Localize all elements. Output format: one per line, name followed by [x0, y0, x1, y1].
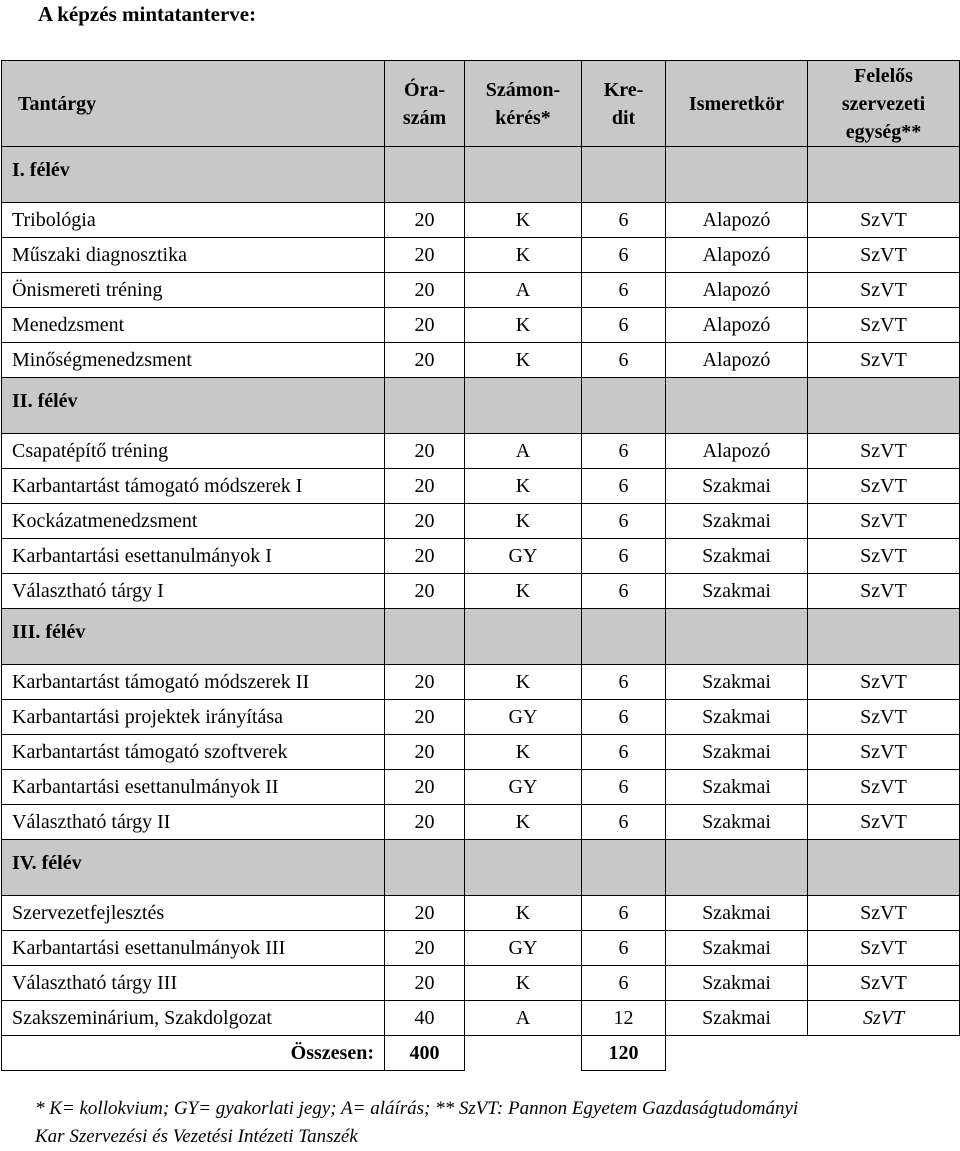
subject-cell: Választható tárgy II [2, 805, 385, 840]
credit-cell: 6 [582, 966, 666, 1001]
exam-cell: K [465, 469, 582, 504]
area-cell: Szakmai [666, 805, 808, 840]
semester-blank-cell [385, 609, 465, 665]
semester-blank-cell [808, 609, 960, 665]
header-hours [385, 61, 465, 147]
subject-cell: Karbantartást támogató módszerek I [2, 469, 385, 504]
unit-cell: SzVT [808, 203, 960, 238]
credit-cell: 6 [582, 770, 666, 805]
subject-cell: Önismereti tréning [2, 273, 385, 308]
totals-credit: 120 [582, 1036, 666, 1071]
area-cell: Szakmai [666, 504, 808, 539]
subject-cell: Karbantartási esettanulmányok I [2, 539, 385, 574]
hours-cell: 20 [385, 539, 465, 574]
unit-cell: SzVT [808, 700, 960, 735]
exam-cell: K [465, 343, 582, 378]
hours-cell: 20 [385, 469, 465, 504]
hours-cell: 20 [385, 966, 465, 1001]
area-cell: Szakmai [666, 665, 808, 700]
header-credit-line1: Kre- [603, 78, 644, 101]
header-unit-line2: szervezeti [841, 92, 926, 115]
unit-cell: SzVT [808, 735, 960, 770]
header-unit-line1: Felelős [854, 64, 913, 87]
table-row [2, 469, 960, 504]
semester-blank-cell [666, 609, 808, 665]
subject-cell: Karbantartást támogató módszerek II [2, 665, 385, 700]
table-row [2, 434, 960, 469]
unit-cell: SzVT [808, 539, 960, 574]
table-row [2, 735, 960, 770]
hours-cell: 20 [385, 735, 465, 770]
semester-blank-cell [385, 147, 465, 203]
credit-cell: 6 [582, 931, 666, 966]
area-cell: Alapozó [666, 238, 808, 273]
totals-blank-cell [808, 1036, 960, 1071]
subject-cell: Tribológia [2, 203, 385, 238]
table-row [2, 343, 960, 378]
area-cell: Szakmai [666, 574, 808, 609]
credit-cell: 6 [582, 574, 666, 609]
subject-cell: Műszaki diagnosztika [2, 238, 385, 273]
table-row [2, 203, 960, 238]
credit-cell: 6 [582, 343, 666, 378]
totals-blank-cell [465, 1036, 582, 1071]
table-row [2, 308, 960, 343]
semester-row [2, 147, 960, 203]
header-exam [465, 61, 582, 147]
subject-cell: Karbantartási esettanulmányok II [2, 770, 385, 805]
header-exam-line1: Számon- [485, 78, 561, 101]
hours-cell: 20 [385, 504, 465, 539]
credit-cell: 6 [582, 238, 666, 273]
semester-blank-cell [666, 378, 808, 434]
exam-cell: K [465, 665, 582, 700]
hours-cell: 20 [385, 931, 465, 966]
hours-cell: 20 [385, 434, 465, 469]
table-row [2, 539, 960, 574]
subject-cell: Választható tárgy I [2, 574, 385, 609]
exam-cell: K [465, 735, 582, 770]
area-cell: Szakmai [666, 931, 808, 966]
unit-cell: SzVT [808, 434, 960, 469]
header-credit [582, 61, 666, 147]
semester-blank-cell [465, 378, 582, 434]
credit-cell: 6 [582, 896, 666, 931]
semester-row [2, 378, 960, 434]
exam-cell: K [465, 203, 582, 238]
semester-blank-cell [582, 378, 666, 434]
semester-blank-cell [465, 147, 582, 203]
area-cell: Szakmai [666, 896, 808, 931]
semester-blank-cell [465, 609, 582, 665]
unit-cell: SzVT [808, 1001, 960, 1036]
hours-cell: 20 [385, 700, 465, 735]
exam-cell: K [465, 966, 582, 1001]
table-row [2, 805, 960, 840]
area-cell: Alapozó [666, 308, 808, 343]
table-row [2, 665, 960, 700]
area-cell: Alapozó [666, 343, 808, 378]
semester-label: IV. félév [2, 840, 385, 896]
page-title: A képzés mintatanterve: [38, 2, 257, 26]
unit-cell: SzVT [808, 504, 960, 539]
exam-cell: A [465, 434, 582, 469]
area-cell: Alapozó [666, 203, 808, 238]
hours-cell: 20 [385, 238, 465, 273]
unit-cell: SzVT [808, 665, 960, 700]
subject-cell: Karbantartási esettanulmányok III [2, 931, 385, 966]
semester-blank-cell [666, 147, 808, 203]
hours-cell: 20 [385, 896, 465, 931]
unit-cell: SzVT [808, 770, 960, 805]
hours-cell: 20 [385, 273, 465, 308]
table-row [2, 1001, 960, 1036]
credit-cell: 6 [582, 504, 666, 539]
credit-cell: 6 [582, 469, 666, 504]
table-row [2, 238, 960, 273]
unit-cell: SzVT [808, 931, 960, 966]
subject-cell: Szakszeminárium, Szakdolgozat [2, 1001, 385, 1036]
semester-blank-cell [582, 147, 666, 203]
table-row [2, 931, 960, 966]
area-cell: Szakmai [666, 700, 808, 735]
semester-label: III. félév [2, 609, 385, 665]
area-cell: Szakmai [666, 966, 808, 1001]
unit-cell: SzVT [808, 273, 960, 308]
semester-label: I. félév [2, 147, 385, 203]
exam-cell: K [465, 504, 582, 539]
semester-blank-cell [808, 147, 960, 203]
hours-cell: 20 [385, 770, 465, 805]
subject-cell: Szervezetfejlesztés [2, 896, 385, 931]
unit-cell: SzVT [808, 238, 960, 273]
totals-row [2, 1036, 960, 1071]
credit-cell: 6 [582, 665, 666, 700]
table-row [2, 504, 960, 539]
table-row [2, 966, 960, 1001]
exam-cell: GY [465, 700, 582, 735]
subject-cell: Választható tárgy III [2, 966, 385, 1001]
credit-cell: 6 [582, 308, 666, 343]
footnote [35, 1095, 955, 1151]
header-credit-line2: dit [611, 106, 636, 129]
exam-cell: GY [465, 539, 582, 574]
header-unit [808, 61, 960, 147]
exam-cell: K [465, 574, 582, 609]
semester-blank-cell [666, 840, 808, 896]
unit-cell: SzVT [808, 966, 960, 1001]
semester-label: II. félév [2, 378, 385, 434]
hours-cell: 40 [385, 1001, 465, 1036]
credit-cell: 6 [582, 434, 666, 469]
exam-cell: GY [465, 770, 582, 805]
subject-cell: Csapatépítő tréning [2, 434, 385, 469]
credit-cell: 6 [582, 273, 666, 308]
table-row [2, 896, 960, 931]
hours-cell: 20 [385, 308, 465, 343]
semester-blank-cell [385, 840, 465, 896]
curriculum-table [1, 60, 960, 1071]
unit-cell: SzVT [808, 343, 960, 378]
exam-cell: GY [465, 931, 582, 966]
totals-label: Összesen: [2, 1036, 385, 1071]
semester-row [2, 840, 960, 896]
subject-cell: Karbantartást támogató szoftverek [2, 735, 385, 770]
credit-cell: 12 [582, 1001, 666, 1036]
hours-cell: 20 [385, 805, 465, 840]
exam-cell: K [465, 896, 582, 931]
unit-cell: SzVT [808, 896, 960, 931]
exam-cell: K [465, 238, 582, 273]
footnote-line1: * K= kollokvium; GY= gyakorlati jegy; A= aláírás; ** SzVT: Pannon Egyetem Gazdaságtudományi [35, 1098, 799, 1119]
table-row [2, 574, 960, 609]
semester-blank-cell [808, 840, 960, 896]
semester-row [2, 609, 960, 665]
totals-hours: 400 [385, 1036, 465, 1071]
subject-cell: Karbantartási projektek irányítása [2, 700, 385, 735]
area-cell: Szakmai [666, 770, 808, 805]
exam-cell: K [465, 805, 582, 840]
credit-cell: 6 [582, 539, 666, 574]
table-row [2, 770, 960, 805]
area-cell: Szakmai [666, 735, 808, 770]
unit-cell: SzVT [808, 805, 960, 840]
header-unit-line3: egység** [845, 120, 922, 143]
semester-blank-cell [808, 378, 960, 434]
header-exam-line2: kérés* [495, 106, 551, 129]
semester-blank-cell [465, 840, 582, 896]
table-row [2, 700, 960, 735]
header-subject: Tantárgy [2, 61, 385, 147]
area-cell: Szakmai [666, 1001, 808, 1036]
table-row [2, 273, 960, 308]
header-hours-line2: szám [402, 106, 447, 129]
semester-blank-cell [582, 609, 666, 665]
area-cell: Szakmai [666, 469, 808, 504]
unit-cell: SzVT [808, 469, 960, 504]
totals-blank-cell [666, 1036, 808, 1071]
credit-cell: 6 [582, 700, 666, 735]
header-area: Ismeretkör [666, 61, 808, 147]
subject-cell: Kockázatmenedzsment [2, 504, 385, 539]
credit-cell: 6 [582, 805, 666, 840]
credit-cell: 6 [582, 203, 666, 238]
exam-cell: A [465, 273, 582, 308]
semester-blank-cell [582, 840, 666, 896]
unit-cell: SzVT [808, 574, 960, 609]
exam-cell: K [465, 308, 582, 343]
hours-cell: 20 [385, 665, 465, 700]
area-cell: Szakmai [666, 539, 808, 574]
area-cell: Alapozó [666, 434, 808, 469]
header-row [2, 61, 960, 147]
hours-cell: 20 [385, 203, 465, 238]
area-cell: Alapozó [666, 273, 808, 308]
subject-cell: Menedzsment [2, 308, 385, 343]
hours-cell: 20 [385, 343, 465, 378]
semester-blank-cell [385, 378, 465, 434]
unit-cell: SzVT [808, 308, 960, 343]
header-hours-line1: Óra- [403, 78, 446, 101]
subject-cell: Minőségmenedzsment [2, 343, 385, 378]
hours-cell: 20 [385, 574, 465, 609]
footnote-line2: Kar Szervezési és Vezetési Intézeti Tanszék [35, 1126, 358, 1147]
credit-cell: 6 [582, 735, 666, 770]
exam-cell: A [465, 1001, 582, 1036]
